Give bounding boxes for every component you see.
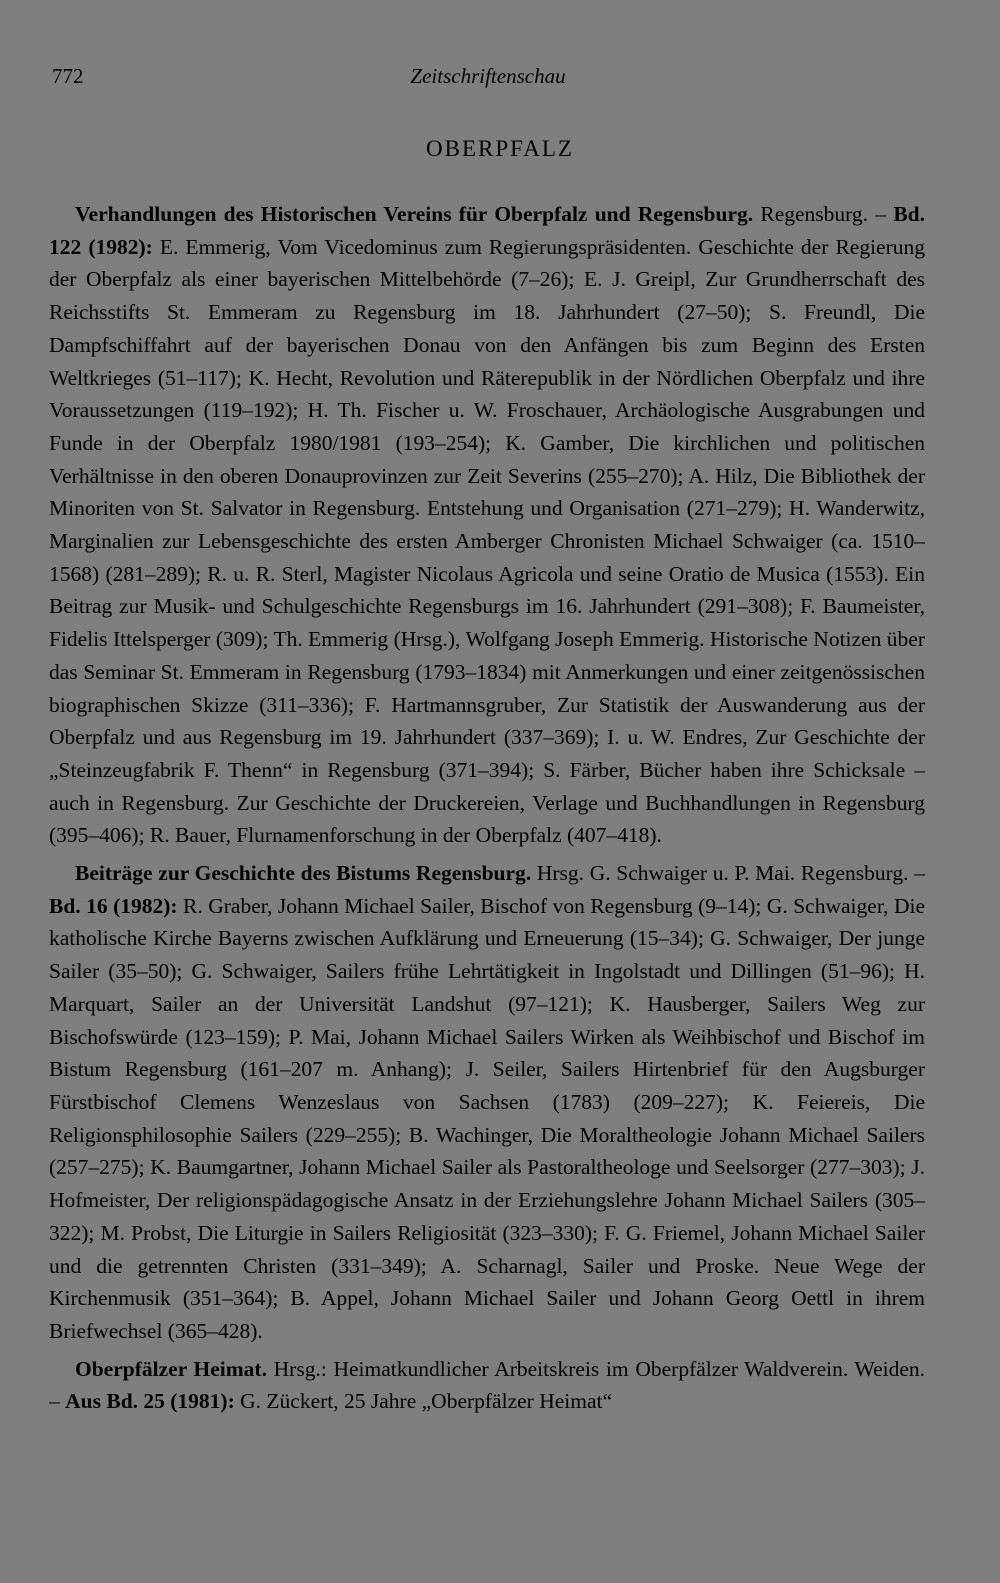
page-number: 772 bbox=[52, 64, 84, 88]
publisher-info: Hrsg.: Heimatkundlicher Arbeitskreis im Oberpfälzer Waldverein. Weiden. – bbox=[49, 1356, 926, 1414]
publisher-info: Regensburg. – bbox=[753, 202, 894, 226]
journal-title: Verhandlungen des Historischen Vereins für Oberpfalz und Regensburg. bbox=[75, 202, 754, 226]
bibliography-entry bbox=[49, 1353, 925, 1418]
entry-contents: G. Zückert, 25 Jahre „Oberpfälzer Heimat“ bbox=[234, 1389, 613, 1414]
running-head bbox=[52, 64, 924, 94]
bibliography-entries bbox=[49, 198, 925, 1418]
entry-contents: R. Graber, Johann Michael Sailer, Bischof von Regensburg (9–14); G. Schwaiger, Die katholische Kirche Bayerns zwischen Aufklärung und Erneuerung (15–34); G. Schwaiger, Der junge Sailer (35–50); G. Schwaiger, Sailers frühe Lehrtätigkeit in Ingolstadt und Dillingen (51–96); H. Marquart, Sailer an der Universität Landshut (97–121); K. Hausberger, Sailers Weg zur Bischofswürde (123–159); P. Mai, Johann Michael Sailers Wirken als Weihbischof und Bischof im Bistum Regensburg (161–207 m. Anhang); J. Seiler, Sailers Hirtenbrief für den Augsburger Fürstbischof Clemens Wenzeslaus von Sachsen (1783) (209–227); K. Feiereis, Die Religionsphilosophie Sailers (229–255); B. Wachinger, Die Moraltheologie Johann Michael Sailers (257–275); K. Baumgartner, Johann Michael Sailer als Pastoraltheologe und Seelsorger (277–303); J. Hofmeister, Der religionspädagogische Ansatz in der Erziehungslehre Johann Michael Sailers (305–322); M. Probst, Die Liturgie in Sailers Religiosität (323–330); F. G. Friemel, Johann Michael Sailer und die getrennten Christen (331–349); A. Scharnagl, Sailer und Proske. Neue Wege der Kirchenmusik (351–364); B. Appel, Johann Michael Sailer und Johann Georg Oettl in ihrem Briefwechsel (365–428). bbox=[49, 893, 925, 1343]
section-title: OBERPFALZ bbox=[426, 136, 574, 161]
entry-contents: E. Emmerig, Vom Vicedominus zum Regierungspräsidenten. Geschichte der Regierung der Oberpfalz als einer bayerischen Mittelbehörde (7–26); E. J. Greipl, Zur Grundherrschaft des Reichsstifts St. Emmeram zu Regensburg im 18. Jahrhundert (27–50); S. Freundl, Die Dampfschiffahrt auf der bayerischen Donau von den Anfängen bis zum Beginn des Ersten Weltkrieges (51–117); K. Hecht, Revolution und Räterepublik in der Nördlichen Oberpfalz und ihre Voraussetzungen (119–192); H. Th. Fischer u. W. Froschauer, Archäologische Ausgrabungen und Funde in der Oberpfalz 1980/1981 (193–254); K. Gamber, Die kirchlichen und politischen Verhältnisse in den oberen Donauprovinzen zur Zeit Severins (255–270); A. Hilz, Die Bibliothek der Minoriten von St. Salvator in Regensburg. Entstehung und Organisation (271–279); H. Wanderwitz, Marginalien zur Lebensgeschichte des ersten Amberger Chronisten Michael Schwaiger (ca. 1510–1568) (281–289); R. u. R. Sterl, Magister Nicolaus Agricola und seine Oratio de Musica (1553). Ein Beitrag zur Musik- und Schulgeschichte Regensburgs im 16. Jahrhundert (291–308); F. Baumeister, Fidelis Ittelsperger (309); Th. Emmerig (Hrsg.), Wolfgang Joseph Emmerig. Historische Notizen über das Seminar St. Emmeram in Regensburg (1793–1834) mit Anmerkungen und einer zeitgenössischen biographischen Skizze (311–336); F. Hartmannsgruber, Zur Statistik der Auswanderung aus der Oberpfalz und aus Regensburg im 19. Jahrhundert (337–369); I. u. W. Endres, Zur Geschichte der „Steinzeugfabrik F. Thenn“ in Regensburg (371–394); S. Färber, Bücher haben ihre Schicksale – auch in Regensburg. Zur Geschichte der Druckereien, Verlage und Buchhandlungen in Regensburg (395–406); R. Bauer, Flurnamenforschung in der Oberpfalz (407–418). bbox=[49, 234, 925, 848]
journal-title: Beiträge zur Geschichte des Bistums Regensburg. bbox=[75, 861, 532, 886]
volume-label: Bd. 122 (1982): bbox=[49, 202, 925, 259]
bibliography-entry bbox=[49, 198, 925, 852]
bibliography-entry bbox=[49, 857, 925, 1348]
publisher-info: Hrsg. G. Schwaiger u. P. Mai. Regensburg. – bbox=[531, 861, 925, 886]
running-title: Zeitschriftenschau bbox=[410, 64, 566, 88]
journal-title: Oberpfälzer Heimat. bbox=[75, 1356, 267, 1381]
volume-label: Aus Bd. 25 (1981): bbox=[65, 1389, 235, 1414]
volume-label: Bd. 16 (1982): bbox=[49, 893, 178, 918]
